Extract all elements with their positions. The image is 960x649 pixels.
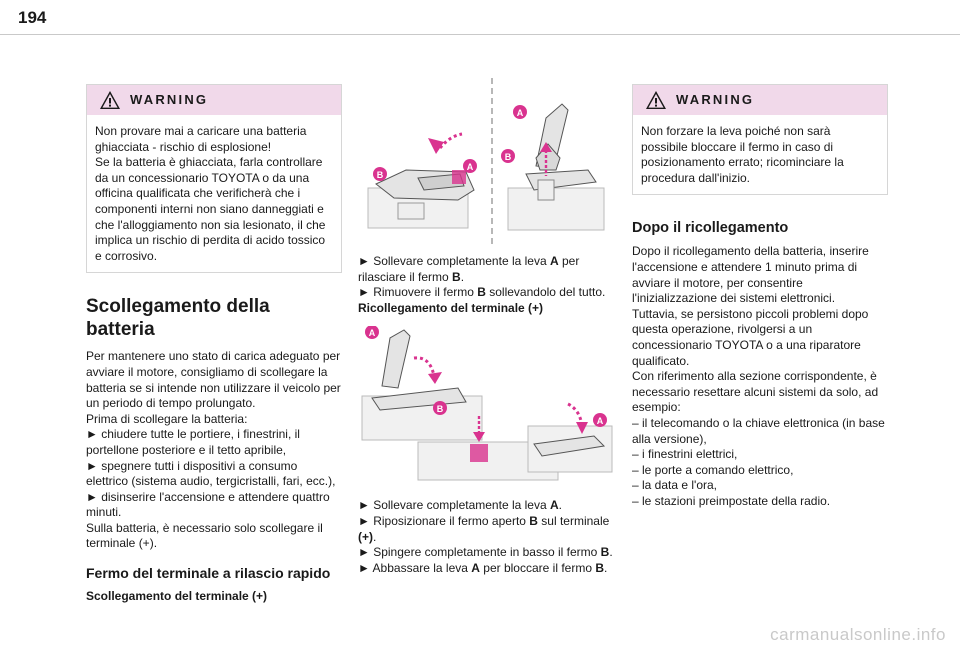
figure-disconnect bbox=[358, 78, 614, 246]
figure-reconnect bbox=[358, 326, 614, 486]
intro-paragraph: Per mantenere uno stato di carica adeguato per avviare il motore, consigliamo di scollegare la batteria se si intende non utilizzare il veicolo per un periodo di tempo prolungato. bbox=[86, 349, 341, 411]
page-number: 194 bbox=[18, 8, 47, 27]
list-item: – le porte a comando elettrico, bbox=[632, 462, 794, 477]
subsection-title: Fermo del terminale a rilascio rapido bbox=[86, 565, 331, 582]
step-item: ► disinserire l'accensione e attendere quattro minuti. bbox=[86, 489, 330, 520]
warning-triangle-icon bbox=[99, 90, 121, 110]
warning-body bbox=[87, 115, 341, 272]
label-a: A bbox=[596, 416, 604, 427]
step-item: ► Sollevare completamente la leva A. bbox=[358, 498, 562, 513]
step-item: ► Spingere completamente in basso il fermo B. bbox=[358, 545, 613, 560]
disconnect-heading: Scollegamento del terminale (+) bbox=[86, 589, 268, 604]
header-rule bbox=[0, 34, 960, 35]
step-item: ► Riposizionare il fermo aperto B sul terminale (+). bbox=[358, 513, 610, 544]
section-title: Scollegamento della batteria bbox=[86, 296, 270, 341]
middle-column bbox=[358, 78, 614, 576]
warning-line: Non provare mai a caricare una batteria ghiacciata - rischio di esplosione! bbox=[95, 124, 307, 154]
step-item: ► Rimuovere il fermo B sollevandolo del tutto. bbox=[358, 285, 606, 300]
before-label: Prima di scollegare la batteria: bbox=[86, 411, 248, 426]
label-b: B bbox=[376, 170, 384, 180]
warning-title: WARNING bbox=[130, 92, 209, 108]
list-item: – le stazioni preimpostate della radio. bbox=[632, 493, 831, 508]
note-paragraph: Sulla batteria, è necessario solo scollegare il terminale (+). bbox=[86, 520, 323, 551]
warning-header bbox=[633, 85, 887, 115]
list-item: – i finestrini elettrici, bbox=[632, 447, 738, 462]
paragraph: Con riferimento alla sezione corrispondente, è necessario resettare alcuni sistemi da solo, ad esempio: bbox=[632, 369, 879, 415]
warning-box-lever bbox=[632, 84, 888, 195]
list-item: – il telecomando o la chiave elettronica (in base alla versione), bbox=[632, 415, 885, 446]
label-a: A bbox=[466, 162, 474, 172]
label-b: B bbox=[504, 152, 512, 162]
watermark: carmanualsonline.info bbox=[770, 625, 946, 644]
label-b: B bbox=[436, 404, 444, 415]
step-item: ► spegnere tutti i dispositivi a consumo elettrico (sistema audio, tergicristalli, fari, ecc.), bbox=[86, 458, 336, 489]
step-item: ► chiudere tutte le portiere, i finestrini, il portellone posteriore e il tetto apribile, bbox=[86, 427, 300, 457]
paragraph: Tuttavia, se persistono piccoli problemi dopo questa operazione, rivolgersi a un concessionario TOYOTA o a una riparatore qualificato. bbox=[632, 306, 869, 368]
right-column bbox=[632, 84, 888, 509]
reconnect-steps bbox=[358, 498, 614, 576]
label-a: A bbox=[516, 108, 524, 118]
list-item: – la data e l'ora, bbox=[632, 478, 718, 493]
step-item: ► Abbassare la leva A per bloccare il fermo B. bbox=[358, 560, 608, 575]
warning-triangle-icon bbox=[645, 90, 667, 110]
step-item: ► Sollevare completamente la leva A per rilasciare il fermo B. bbox=[358, 254, 580, 284]
warning-title: WARNING bbox=[676, 92, 755, 108]
warning-header bbox=[87, 85, 341, 115]
label-a: A bbox=[368, 328, 376, 339]
left-column bbox=[86, 84, 342, 605]
disconnect-steps bbox=[358, 254, 614, 316]
paragraph: Dopo il ricollegamento della batteria, inserire l'accensione e attendere 1 minuto prima di avviare il motore, per consentire l'inizializzazione dei sistemi elettronici. bbox=[632, 244, 869, 306]
reconnect-heading: Ricollegamento del terminale (+) bbox=[358, 300, 544, 315]
warning-body bbox=[633, 115, 887, 194]
warning-box-battery bbox=[86, 84, 342, 273]
warning-line: Se la batteria è ghiacciata, farla controllare da un concessionario TOYOTA o da una officina qualificata che verificherà che i componenti interni non siano danneggiati e che l'alloggiamento non sia lesionato, il che implica un rischio di perdita di acido tossico e corrosivo. bbox=[95, 155, 326, 263]
terminal-disconnect-illustration bbox=[358, 78, 614, 246]
warning-text: Non forzare la leva poiché non sarà possibile bloccare il fermo in caso di posizionamento errato; ricominciare la procedura dall'inizio. bbox=[641, 124, 844, 185]
terminal-reconnect-illustration bbox=[358, 326, 614, 486]
section-title: Dopo il ricollegamento bbox=[632, 220, 789, 237]
